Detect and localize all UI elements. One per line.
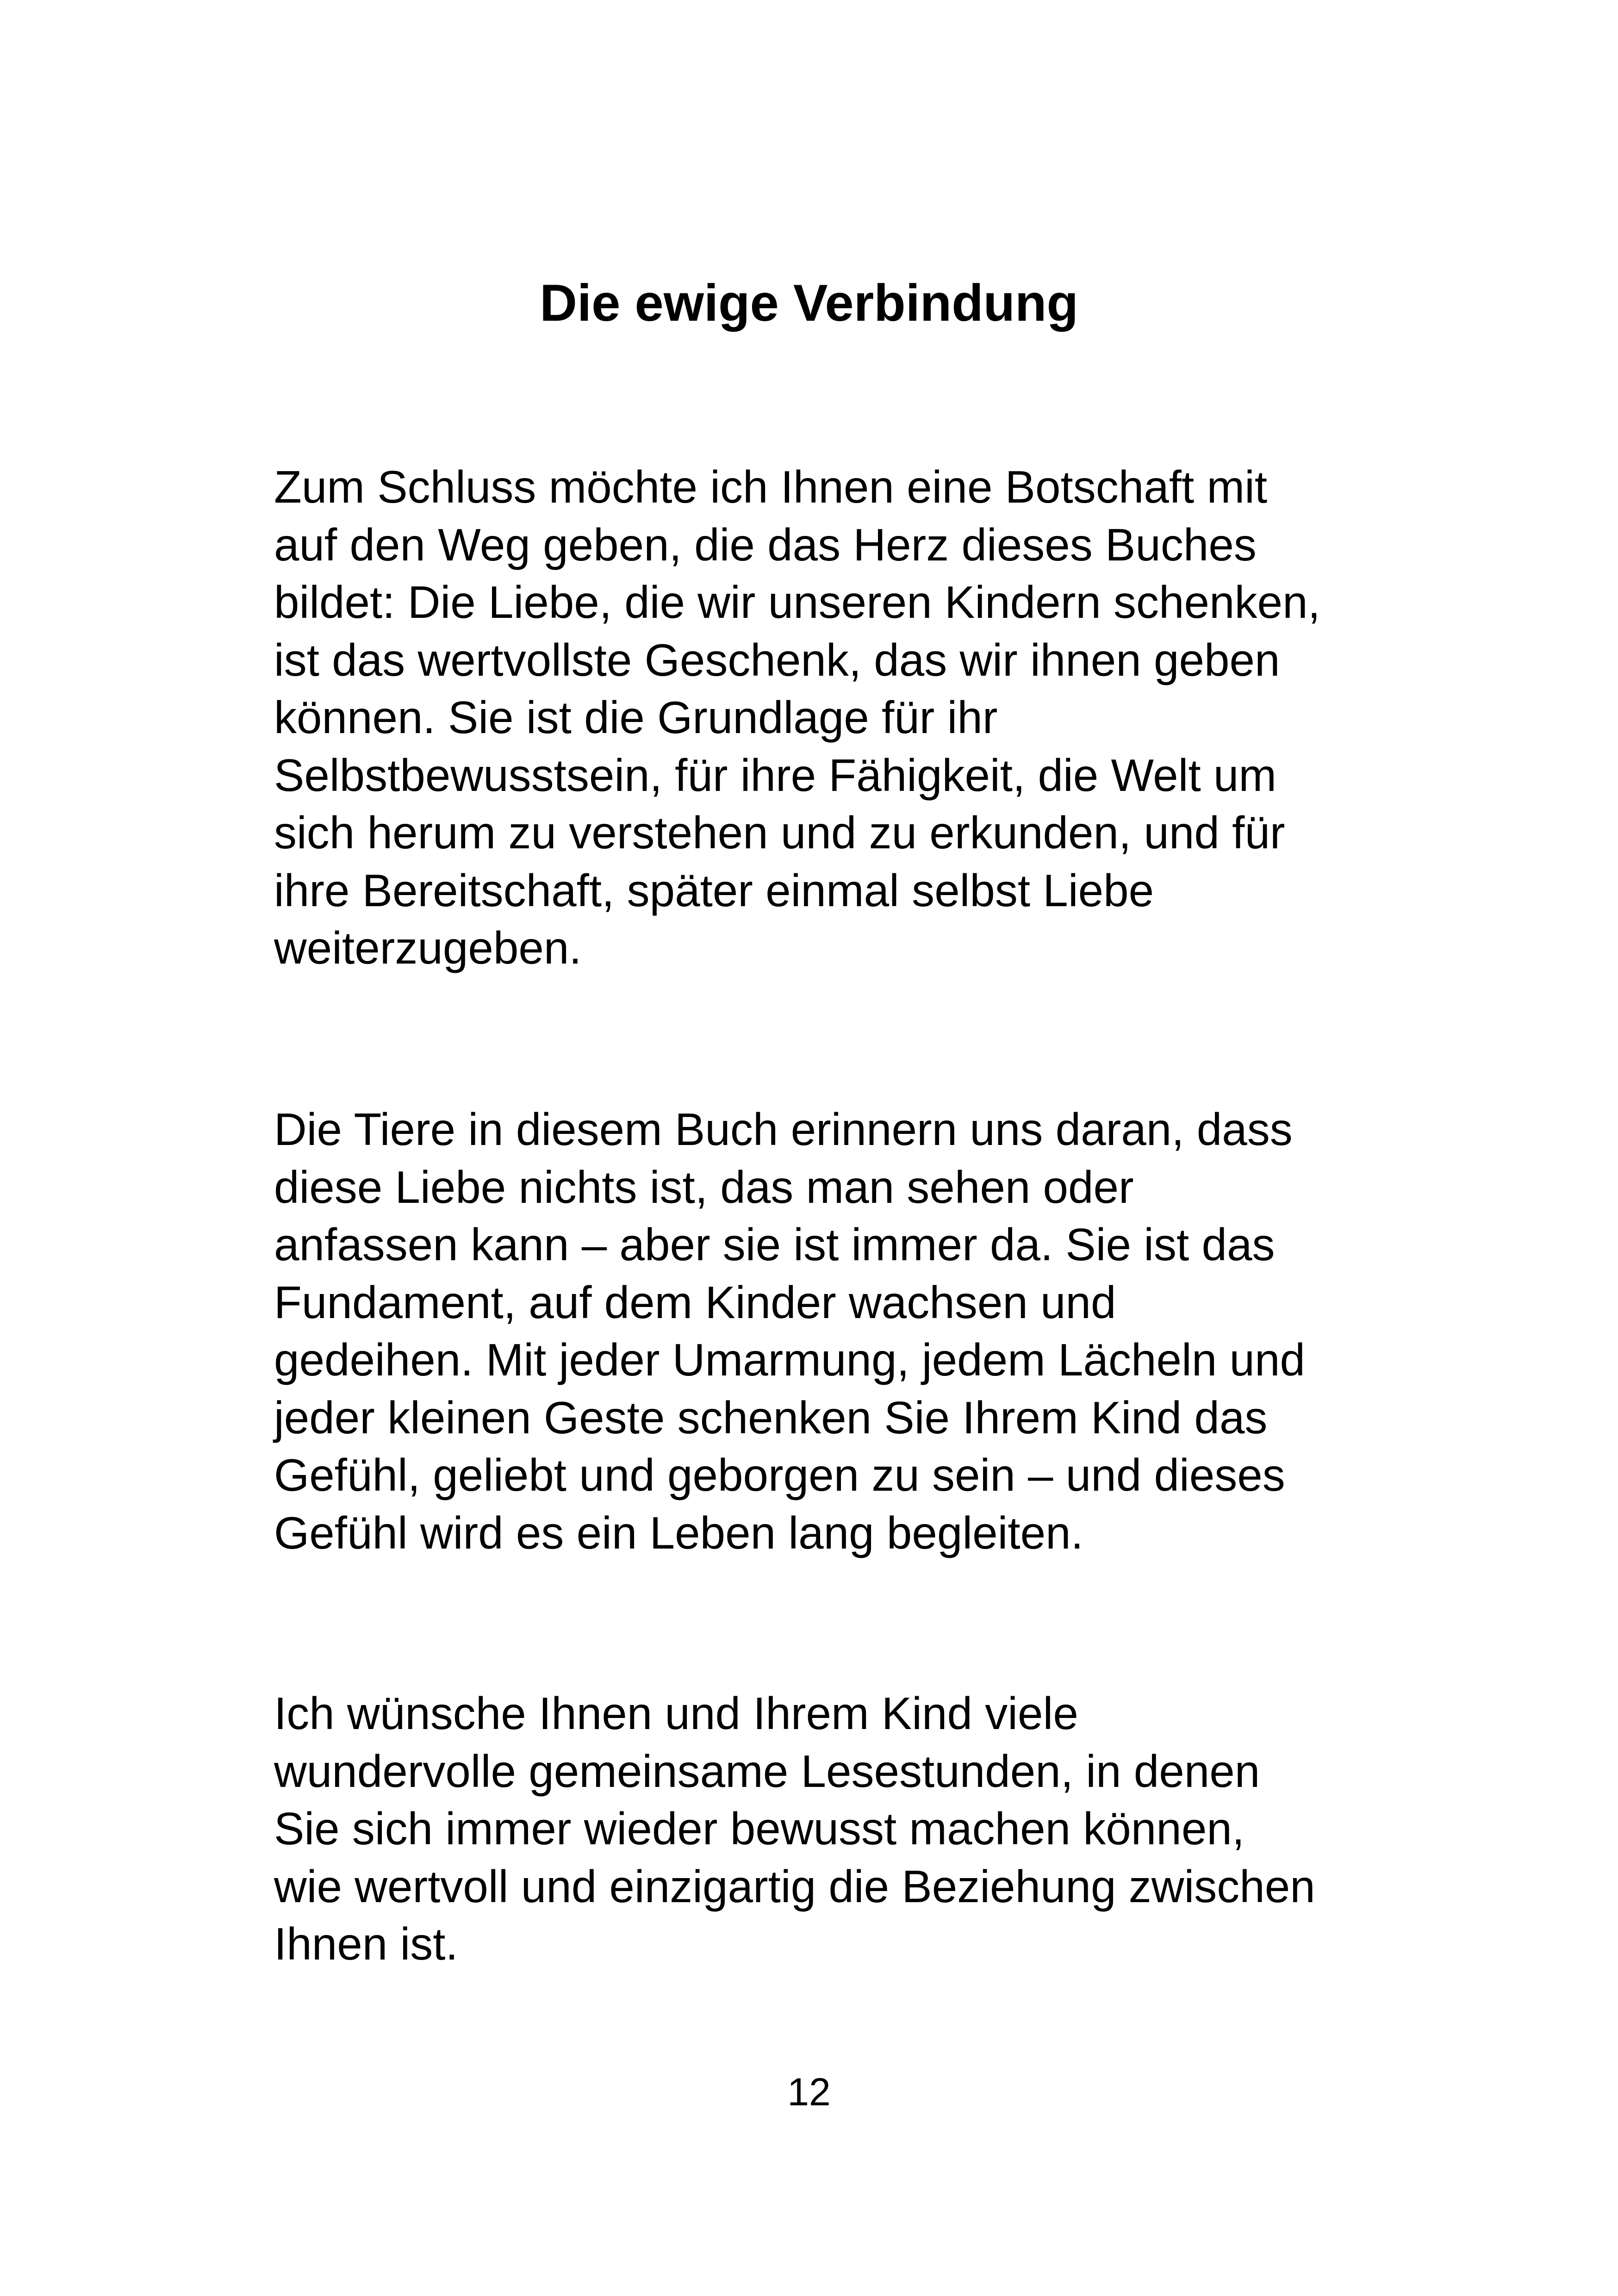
text-line: jeder kleinen Geste schenken Sie Ihrem Kind das [274, 1392, 1268, 1443]
text-line: diese Liebe nichts ist, das man sehen oder [274, 1161, 1134, 1213]
paragraph-2 [274, 1101, 1394, 1562]
text-line: sich herum zu verstehen und zu erkunden, und für [274, 807, 1285, 858]
text-line: Ich wünsche Ihnen und Ihrem Kind viele [274, 1688, 1078, 1739]
text-line: ist das wertvollste Geschenk, das wir ihnen geben [274, 634, 1280, 685]
text-line: gedeihen. Mit jeder Umarmung, jedem Lächeln und [274, 1334, 1306, 1385]
text-line: Sie sich immer wieder bewusst machen können, [274, 1803, 1245, 1854]
text-line: Die Tiere in diesem Buch erinnern uns daran, dass [274, 1104, 1293, 1155]
text-line: können. Sie ist die Grundlage für ihr [274, 692, 998, 743]
text-line: auf den Weg geben, die das Herz dieses Buches [274, 519, 1257, 570]
text-line: Zum Schluss möchte ich Ihnen eine Botschaft mit [274, 461, 1268, 512]
text-line: Gefühl, geliebt und geborgen zu sein – und dieses [274, 1450, 1285, 1500]
page-title: Die ewige Verbindung [540, 274, 1078, 332]
text-line: wundervolle gemeinsame Lesestunden, in denen [274, 1745, 1260, 1797]
text-line: bildet: Die Liebe, die wir unseren Kindern schenken, [274, 577, 1320, 628]
text-line: Ihnen ist. [274, 1918, 458, 1969]
page-number: 12 [787, 2070, 831, 2114]
text-line: Gefühl wird es ein Leben lang begleiten. [274, 1507, 1083, 1558]
paragraph-3 [274, 1685, 1394, 1973]
text-line: wie wertvoll und einzigartig die Beziehung zwischen [274, 1860, 1315, 1912]
text-line: ihre Bereitschaft, später einmal selbst Liebe [274, 865, 1154, 916]
text-line: Selbstbewusstsein, für ihre Fähigkeit, die Welt um [274, 749, 1277, 801]
text-line: Fundament, auf dem Kinder wachsen und [274, 1276, 1116, 1328]
text-line: weiterzugeben. [274, 922, 582, 973]
text-line: anfassen kann – aber sie ist immer da. Sie ist das [274, 1219, 1275, 1270]
paragraph-1 [274, 458, 1394, 977]
